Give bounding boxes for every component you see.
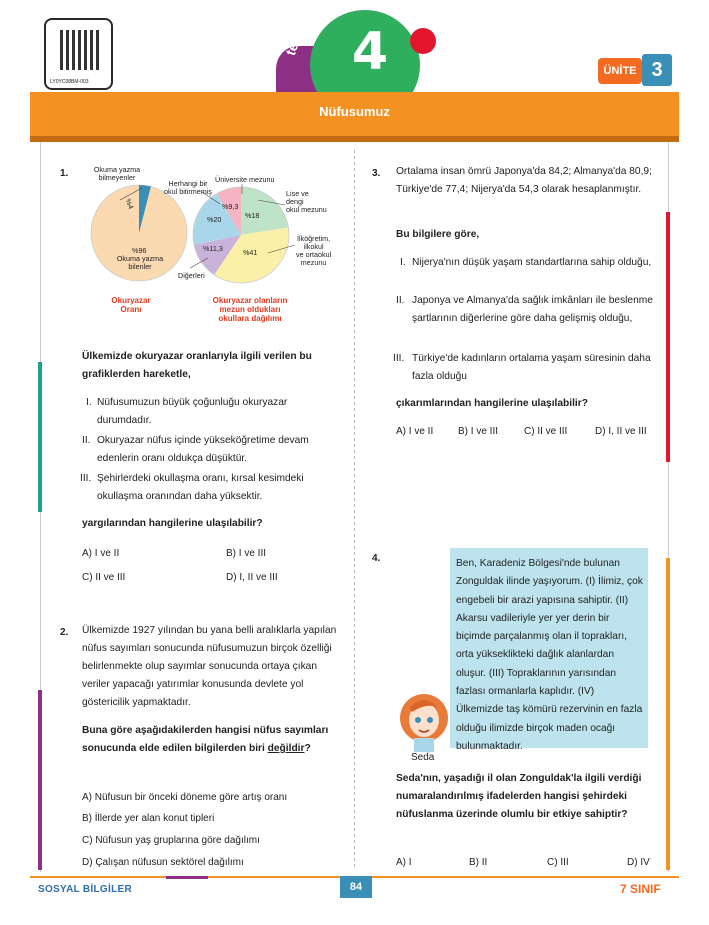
q1-number: 1. bbox=[60, 168, 69, 179]
chart1-label-can: Okuma yazma bilenler bbox=[116, 254, 164, 271]
q1-item-3-roman: III. bbox=[80, 473, 92, 484]
test-word: test bbox=[282, 28, 306, 58]
chart1-pct-not: %4 bbox=[123, 197, 136, 211]
q3-item-3-roman: III. bbox=[393, 353, 405, 364]
q4-question: Seda'nın, yaşadığı il olan Zonguldak'la ilgili verdiği numaralandırılmış ifadelerden hangisi şehirdeki nüfuslanma üzerinde olumlu bir etkiye sahiptir? bbox=[396, 773, 642, 820]
q2-number: 2. bbox=[60, 627, 69, 638]
chart2-pct-113: %11,3 bbox=[203, 244, 223, 253]
q2-question: Buna göre aşağıdakilerden hangisi nüfus sayımları sonucunda elde edilen bilgilerden biri değildir? bbox=[82, 725, 329, 754]
chart1-label-not: Okuma yazma bilmeyenler bbox=[93, 165, 141, 182]
q3-option-d[interactable]: D) I, II ve III bbox=[595, 426, 647, 437]
accent-bar-red bbox=[666, 212, 670, 462]
q3-item-1-roman: I. bbox=[400, 257, 406, 268]
chart2-pie bbox=[193, 187, 289, 283]
qr-pattern-icon bbox=[60, 30, 100, 70]
seda-avatar bbox=[398, 690, 450, 752]
chart2-pct-41: %41 bbox=[243, 248, 258, 257]
q1-option-d[interactable]: D) I, II ve III bbox=[226, 572, 278, 583]
chart2-label-digerleri: Diğerleri bbox=[178, 271, 205, 280]
q2-option-d[interactable]: D) Çalışan nüfusun sektörel dağılımı bbox=[82, 857, 244, 868]
q4-option-b[interactable]: B) II bbox=[469, 857, 488, 868]
q1-item-3-text: Şehirlerdeki okullaşma oranı, kırsal kesimdeki okullaşma oranından daha yüksektir. bbox=[97, 473, 304, 502]
q2-option-a[interactable]: A) Nüfusun bir önceki döneme göre artış oranı bbox=[82, 792, 288, 803]
accent-bar-purple bbox=[38, 690, 42, 870]
chart2-pct-18: %18 bbox=[245, 211, 260, 220]
q1-option-b[interactable]: B) I ve III bbox=[226, 548, 267, 559]
q4-option-d[interactable]: D) IV bbox=[627, 857, 650, 868]
chart2-label-ilkogretim: İlköğretim, ilkokul ve ortaokul mezunu bbox=[296, 234, 332, 267]
q4-number: 4. bbox=[372, 553, 381, 564]
chart2-label-lise: Lise ve dengi okul mezunu bbox=[286, 189, 327, 214]
q3-number: 3. bbox=[372, 168, 381, 179]
q3-option-b[interactable]: B) I ve III bbox=[458, 426, 499, 437]
column-divider bbox=[354, 150, 355, 870]
qr-code bbox=[44, 18, 113, 90]
q4-box-text: Ben, Karadeniz Bölgesi'nde bulunan Zonguldak ilinde yaşıyorum. (I) İlimiz, çok engebeli bir arazi yapısına sahiptir. (II) Akarsu vadileriyle yer yer derin bir biçimde parçalanmış olan il toprakları, orta yükseklikteki dağlık alanlardan oluşur. (III) Topraklarının yarısından fazlası ormanlarla kaplıdır. (IV) Ülkemizde taş kömürü rezervinin en fazla olduğu ilimizde birçok maden ocağı bulunmaktadır. bbox=[456, 558, 643, 752]
q3-option-a[interactable]: A) I ve II bbox=[396, 426, 434, 437]
q1-item-1-roman: I. bbox=[86, 397, 92, 408]
q2-option-c[interactable]: C) Nüfusun yaş gruplarına göre dağılımı bbox=[82, 835, 260, 846]
test-number: 4 bbox=[351, 22, 389, 82]
seda-name: Seda bbox=[411, 752, 435, 763]
q2-text: Ülkemizde 1927 yılından bu yana belli aralıklarla yapılan nüfus sayımları sonucunda nüfusumuzun birçok özelliği belirlenmekte olup sayımlar sonucunda ortaya çıkan veriler yapacağı yatırımlar konusunda devlete yol göstericilik yapmaktadır. bbox=[82, 625, 337, 708]
accent-bar-green bbox=[38, 362, 42, 512]
title-bar-shadow bbox=[30, 136, 679, 142]
chart2-caption: Okuryazar olanların mezun oldukları okullara dağılımı bbox=[212, 296, 288, 323]
red-dot-icon bbox=[410, 28, 436, 54]
q1-item-2-text: Okuryazar nüfus içinde yükseköğretime devam edenlerin oranı oldukça düşüktür. bbox=[97, 435, 309, 464]
q3-lead: Bu bilgilere göre, bbox=[396, 229, 480, 240]
q1-option-c[interactable]: C) II ve III bbox=[82, 572, 126, 583]
q3-item-2-text: Japonya ve Almanya'da sağlık imkânları ile beslenme şartlarının diğerlerine göre daha gelişmiş olduğu, bbox=[412, 295, 653, 324]
q4-option-c[interactable]: C) III bbox=[547, 857, 569, 868]
chart2-label-herhangi: Herhangi bir okul bitirmemiş bbox=[164, 179, 212, 196]
q1-stem: Ülkemizde okuryazar oranlarıyla ilgili verilen bu grafiklerden hareketle, bbox=[82, 351, 312, 380]
q3-text: Ortalama insan ömrü Japonya'da 84,2; Almanya'da 80,9; Türkiye'de 77,4; Nijerya'da 54,3 olarak hesaplanmıştır. bbox=[396, 166, 652, 195]
chart1-pct-can: %96 bbox=[132, 246, 147, 255]
q2-option-b[interactable]: B) İllerde yer alan konut tipleri bbox=[82, 813, 215, 824]
unite-number: 3 bbox=[642, 54, 672, 86]
q3-option-c[interactable]: C) II ve III bbox=[524, 426, 568, 437]
chart1-caption: Okuryazar Oranı bbox=[111, 296, 151, 314]
q3-item-1-text: Nijerya'nın düşük yaşam standartlarına sahip olduğu, bbox=[412, 257, 652, 268]
q3-item-3-text: Türkiye'de kadınların ortalama yaşam süresinin daha fazla olduğu bbox=[412, 353, 651, 382]
page-number: 84 bbox=[340, 876, 372, 898]
q1-question: yargılarından hangilerine ulaşılabilir? bbox=[82, 518, 263, 529]
page-title: Nüfusumuz bbox=[319, 104, 390, 119]
unite-label: ÜNİTE bbox=[598, 58, 642, 84]
q4-option-a[interactable]: A) I bbox=[396, 857, 412, 868]
chart2-label-universite: Üniversite mezunu bbox=[215, 175, 275, 184]
qr-code-text: LY0YC08BM-003 bbox=[50, 79, 89, 85]
q1-item-1-text: Nüfusumuzun büyük çoğunluğu okuryazar durumdadır. bbox=[97, 397, 288, 426]
footer-accent bbox=[166, 876, 208, 879]
chart2-pct-93: %9,3 bbox=[222, 202, 239, 211]
accent-bar-orange bbox=[666, 558, 670, 870]
q3-item-2-roman: II. bbox=[396, 295, 405, 306]
q1-item-2-roman: II. bbox=[82, 435, 91, 446]
footer-grade: 7 SINIF bbox=[620, 882, 661, 896]
chart2-pct-20: %20 bbox=[207, 215, 222, 224]
footer-subject: SOSYAL BİLGİLER bbox=[38, 884, 132, 895]
q1-option-a[interactable]: A) I ve II bbox=[82, 548, 120, 559]
q3-question: çıkarımlarından hangilerine ulaşılabilir? bbox=[396, 398, 588, 409]
